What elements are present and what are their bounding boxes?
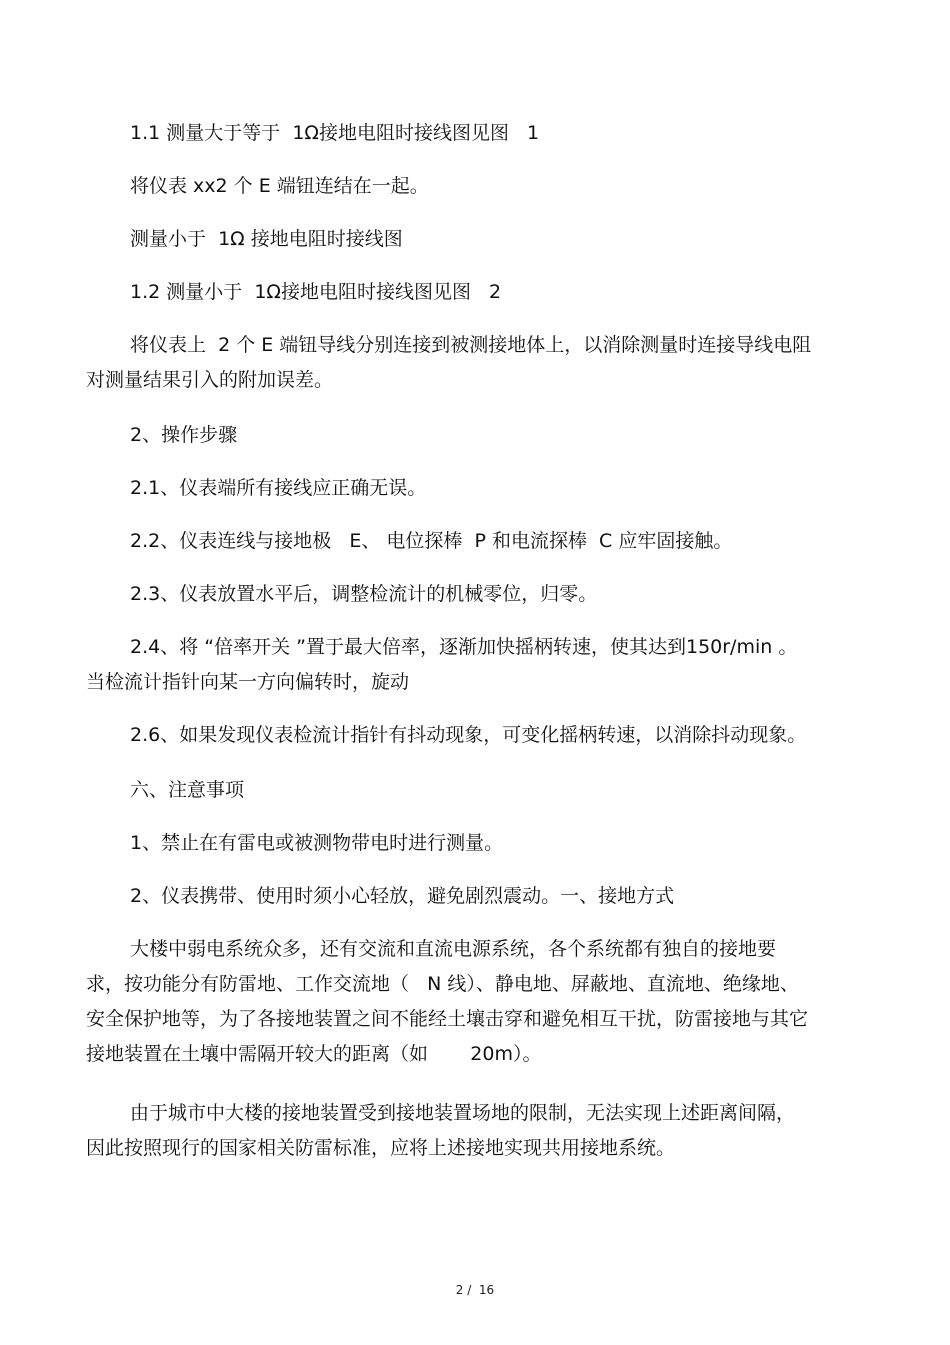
precaution-1: 1、禁止在有雷电或被测物带电时进行测量。 <box>130 832 504 854</box>
paragraph-grounding-requirements: 大楼中弱电系统众多，还有交流和直流电源系统，各个系统都有独自的接地要求，按功能分有防雷地、工作交流地（ N 线）、静电地、屏蔽地、直流地、绝缘地、安全保护地等，为了各接地装置之间不能经土壤击穿和避免相互干扰，防雷接地与其它接地装置在土壤中需隔开较大的距离（如 20m）。 <box>86 938 809 1065</box>
step-2-1: 2.1、仪表端所有接线应正确无误。 <box>130 477 427 499</box>
step-2-4: 2.4、将 “倍率开关 ”置于最大倍率，逐渐加快摇柄转速，使其达到150r/min 。当检流计指针向某一方向偏转时，旋动 <box>86 636 798 693</box>
paragraph-wire-resistance: 将仪表上 2 个 E 端钮导线分别连接到被测接地体上，以消除测量时连接导线电阻对测量结果引入的附加误差。 <box>86 334 812 391</box>
step-2-2: 2.2、仪表连线与接地极 E、 电位探棒 P 和电流探棒 C 应牢固接触。 <box>130 530 733 552</box>
paragraph-shared-grounding: 由于城市中大楼的接地装置受到接地装置场地的限制，无法实现上述距离间隔，因此按照现行的国家相关防雷标准，应将上述接地实现共用接地系统。 <box>86 1102 796 1159</box>
section-precautions: 六、注意事项 <box>130 779 245 801</box>
step-2-6: 2.6、如果发现仪表检流计指针有抖动现象，可变化摇柄转速，以消除抖动现象。 <box>130 724 807 746</box>
section-operation-steps: 2、操作步骤 <box>130 424 238 446</box>
paragraph-1-1: 1.1 测量大于等于 1Ω接地电阻时接线图见图 1 <box>130 122 540 144</box>
page-number: 2 / 16 <box>455 1283 495 1297</box>
document-body <box>86 116 812 1166</box>
paragraph-small-resistance-heading: 测量小于 1Ω 接地电阻时接线图 <box>130 228 403 250</box>
paragraph-1-2: 1.2 测量小于 1Ω接地电阻时接线图见图 2 <box>130 281 502 303</box>
precaution-2: 2、仪表携带、使用时须小心轻放，避免剧烈震动。一、接地方式 <box>130 885 675 907</box>
paragraph-connect-terminals: 将仪表 xx2 个 E 端钮连结在一起。 <box>130 175 429 197</box>
step-2-3: 2.3、仪表放置水平后，调整检流计的机械零位，归零。 <box>130 583 598 605</box>
